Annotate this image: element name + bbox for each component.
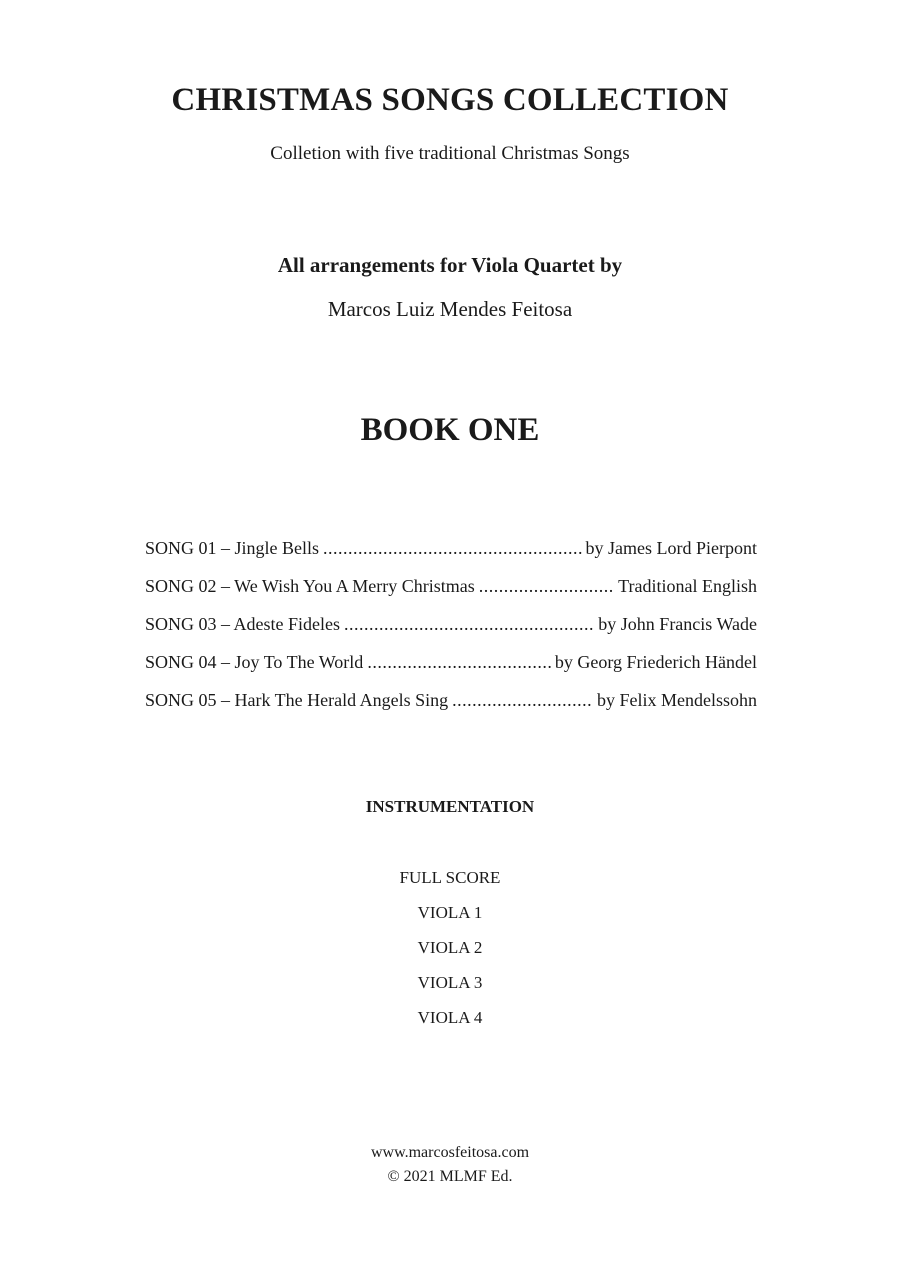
song-entry-04: [145, 652, 757, 690]
song-entry-03: [145, 614, 757, 652]
song-title: SONG 02 – We Wish You A Merry Christmas: [145, 576, 475, 596]
arrangement-heading: All arrangements for Viola Quartet by: [277, 253, 623, 277]
song-entry-01: [145, 538, 757, 576]
song-title: SONG 01 – Jingle Bells: [145, 538, 320, 558]
footer-website: www.marcosfeitosa.com: [370, 1144, 530, 1161]
song-composer: by Georg Friederich Händel: [554, 652, 757, 672]
instrument-viola-1: VIOLA 1: [417, 903, 483, 922]
dot-leader: [323, 538, 582, 559]
instrument-full-score: FULL SCORE: [399, 868, 501, 887]
instrument-viola-2: VIOLA 2: [417, 938, 483, 957]
dot-leader: [344, 614, 594, 635]
song-title: SONG 04 – Joy To The World: [145, 652, 364, 672]
song-entry-05: [145, 690, 757, 728]
song-composer: Traditional English: [618, 576, 757, 596]
song-title: SONG 03 – Adeste Fideles: [145, 614, 340, 634]
song-composer: by Felix Mendelssohn: [597, 690, 757, 710]
song-list: [145, 538, 757, 728]
song-entry-02: [145, 576, 757, 614]
page-title: CHRISTMAS SONGS COLLECTION: [171, 82, 729, 118]
instrument-viola-4: VIOLA 4: [417, 1008, 483, 1027]
dot-leader: [367, 652, 551, 673]
dot-leader: [452, 690, 593, 711]
instrumentation-heading: INSTRUMENTATION: [365, 797, 535, 816]
song-title: SONG 05 – Hark The Herald Angels Sing: [145, 690, 449, 710]
book-title: BOOK ONE: [360, 412, 540, 448]
song-composer: by John Francis Wade: [598, 614, 757, 634]
dot-leader: [479, 576, 614, 597]
instrument-viola-3: VIOLA 3: [417, 973, 483, 992]
arranger-name: Marcos Luiz Mendes Feitosa: [327, 297, 573, 321]
instrumentation-list: [0, 867, 900, 1042]
page-subtitle: Colletion with five traditional Christmas Songs: [270, 143, 630, 164]
song-composer: by James Lord Pierpont: [585, 538, 757, 558]
footer-copyright: © 2021 MLMF Ed.: [387, 1168, 513, 1185]
